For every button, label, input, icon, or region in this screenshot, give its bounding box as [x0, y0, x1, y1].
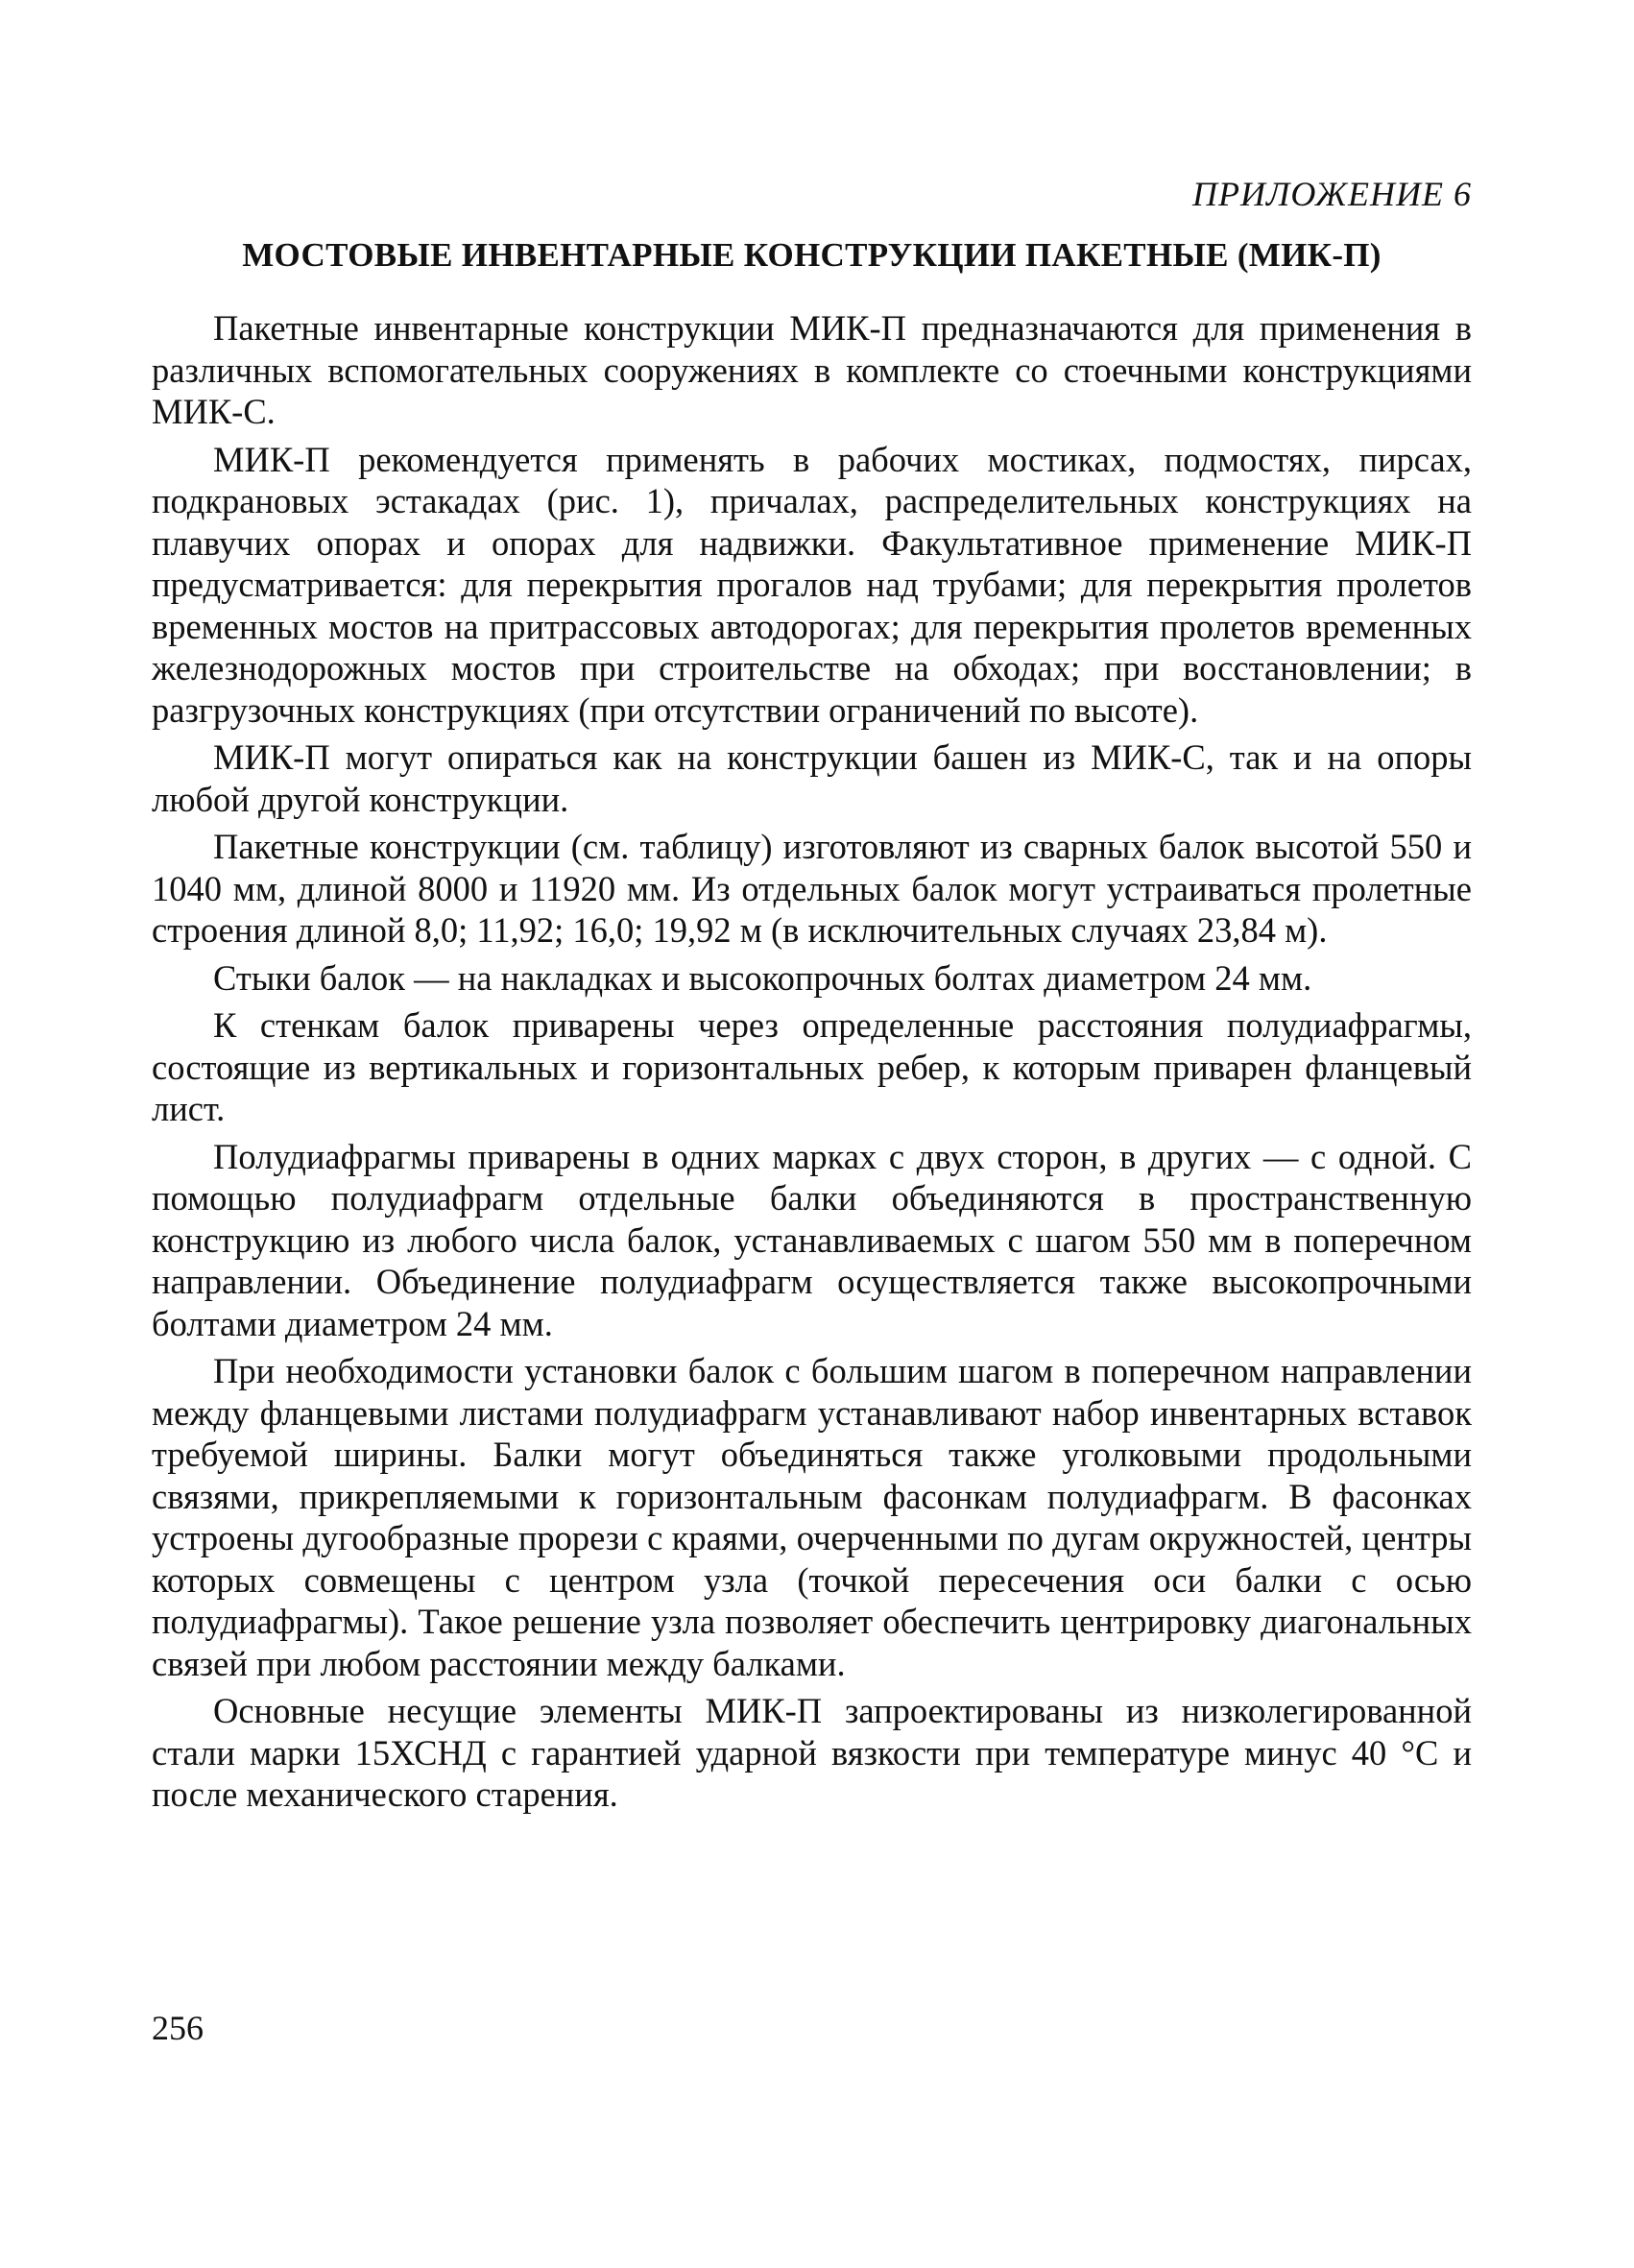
paragraph-8: При необходимости установки балок с большим шагом в поперечном направлении между фланцевыми листами полудиафрагм устанавливают набор инвентарных вставок требуемой ширины. Балки могут объединяться также уголковыми продольными связями, прикрепляемыми к горизонтальным фасонкам полудиафрагм. В фасонках устроены дугообразные прорези с краями, очерченными по дугам окружностей, центры которых совмещены с центром узла (точкой пересечения оси балки с осью полудиафрагмы). Такое решение узла позволяет обеспечить центрировку диагональных связей при любом расстоянии между балками.	[152, 1351, 1472, 1683]
paragraph-2: МИК-П рекомендуется применять в рабочих мостиках, подмостях, пирсах, подкрановых эстакадах (рис. 1), причалах, распределительных конструкциях на плавучих опорах и опорах для надвижки. Факультативное применение МИК-П предусматривается: для перекрытия прогалов над трубами; для перекрытия пролетов временных мостов на притрассовых автодорогах; для перекрытия пролетов временных железнодорожных мостов при строительстве на обходах; при восстановлении; в разгрузочных конструкциях (при отсутствии ограничений по высоте).	[152, 439, 1472, 730]
paragraph-7: Полудиафрагмы приварены в одних марках с двух сторон, в других — с одной. С помощью полудиафрагм отдельные балки объединяются в пространственную конструкцию из любого числа балок, устанавливаемых с шагом 550 мм в поперечном направлении. Объединение полудиафрагм осуществляется также высокопрочными болтами диаметром 24 мм.	[152, 1136, 1472, 1343]
page	[152, 173, 1472, 2047]
page-title: МОСТОВЫЕ ИНВЕНТАРНЫЕ КОНСТРУКЦИИ ПАКЕТНЫЕ (МИК-П)	[242, 236, 1382, 274]
appendix-label: ПРИЛОЖЕНИЕ 6	[1192, 175, 1472, 213]
paragraph-1: Пакетные инвентарные конструкции МИК-П предназначаются для применения в различных вспомогательных сооружениях в комплекте со стоечными конструкциями МИК-С.	[152, 308, 1472, 431]
page-number: 256	[152, 2009, 204, 2047]
paragraph-5: Стыки балок — на накладках и высокопрочных болтах диаметром 24 мм.	[213, 957, 1312, 998]
paragraph-6: К стенкам балок приварены через определенные расстояния полудиафрагмы, состоящие из вертикальных и горизонтальных ребер, к которым приварен фланцевый лист.	[152, 1005, 1472, 1128]
paragraph-9: Основные несущие элементы МИК-П запроектированы из низколегированной стали марки 15ХСНД с гарантией ударной вязкости при температуре минус 40 °С и после механического старения.	[152, 1691, 1472, 1814]
paragraph-3: МИК-П могут опираться как на конструкции башен из МИК-С, так и на опоры любой другой конструкции.	[152, 737, 1472, 819]
paragraph-4: Пакетные конструкции (см. таблицу) изготовляют из сварных балок высотой 550 и 1040 мм, длиной 8000 и 11920 мм. Из отдельных балок могут устраиваться пролетные строения длиной 8,0; 11,92; 16,0; 19,92 м (в исключительных случаях 23,84 м).	[152, 827, 1472, 950]
